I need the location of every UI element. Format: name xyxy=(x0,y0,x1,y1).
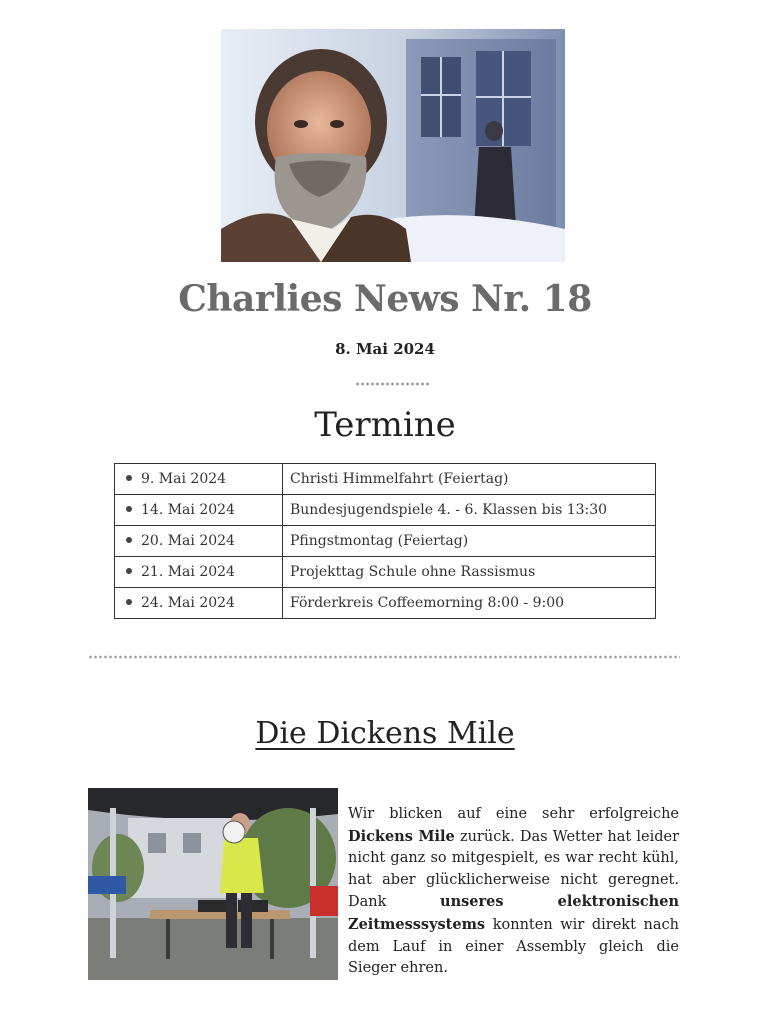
date-text: 9. Mai 2024 xyxy=(141,471,227,487)
dotted-divider xyxy=(355,381,431,387)
date-cell xyxy=(115,526,283,557)
event-cell: Pfingstmontag (Feiertag) xyxy=(283,526,656,557)
newsletter-title: Charlies News Nr. 18 xyxy=(178,278,592,320)
termine-table xyxy=(114,463,656,619)
table-row xyxy=(115,464,656,495)
event-cell: Bundesjugendspiele 4. - 6. Klassen bis 13:30 xyxy=(283,495,656,526)
date-text: 20. Mai 2024 xyxy=(141,533,235,549)
newsletter-date: 8. Mai 2024 xyxy=(335,340,435,358)
bullet-icon xyxy=(126,568,132,574)
article-heading: Die Dickens Mile xyxy=(255,716,515,751)
dotted-divider xyxy=(88,654,680,660)
header-image xyxy=(221,29,565,262)
article-bold-term: Dickens Mile xyxy=(348,827,455,845)
table-row xyxy=(115,495,656,526)
article-text xyxy=(348,804,679,980)
table-row xyxy=(115,557,656,588)
table-row xyxy=(115,588,656,619)
date-cell xyxy=(115,464,283,495)
event-cell: Christi Himmelfahrt (Feiertag) xyxy=(283,464,656,495)
date-text: 24. Mai 2024 xyxy=(141,595,235,611)
date-text: 14. Mai 2024 xyxy=(141,502,235,518)
event-photo xyxy=(88,788,338,980)
date-cell xyxy=(115,557,283,588)
bullet-icon xyxy=(126,506,132,512)
termine-heading: Termine xyxy=(314,405,456,445)
date-text: 21. Mai 2024 xyxy=(141,564,235,580)
event-photo-graphic xyxy=(88,788,338,980)
article-text-part: konnten wir direkt nach dem Lauf in einer Assembly gleich die Sieger ehren. xyxy=(348,916,679,977)
table-row xyxy=(115,526,656,557)
event-cell: Projekttag Schule ohne Rassismus xyxy=(283,557,656,588)
event-cell: Förderkreis Coffeemorning 8:00 - 9:00 xyxy=(283,588,656,619)
date-cell xyxy=(115,588,283,619)
dickens-portrait-painting xyxy=(221,29,565,262)
bullet-icon xyxy=(126,475,132,481)
bullet-icon xyxy=(126,599,132,605)
date-cell xyxy=(115,495,283,526)
bullet-icon xyxy=(126,537,132,543)
article-bold-term: unseres elektronischen Zeitmesssystems xyxy=(348,893,679,933)
article-text-part: Wir blicken auf eine sehr erfolgreiche xyxy=(348,806,679,822)
article-text-part: zurück. Das Wetter hat leider nicht ganz so mitgespielt, es war recht kühl, hat aber glücklicherweise nicht geregnet. Dank xyxy=(348,828,680,911)
